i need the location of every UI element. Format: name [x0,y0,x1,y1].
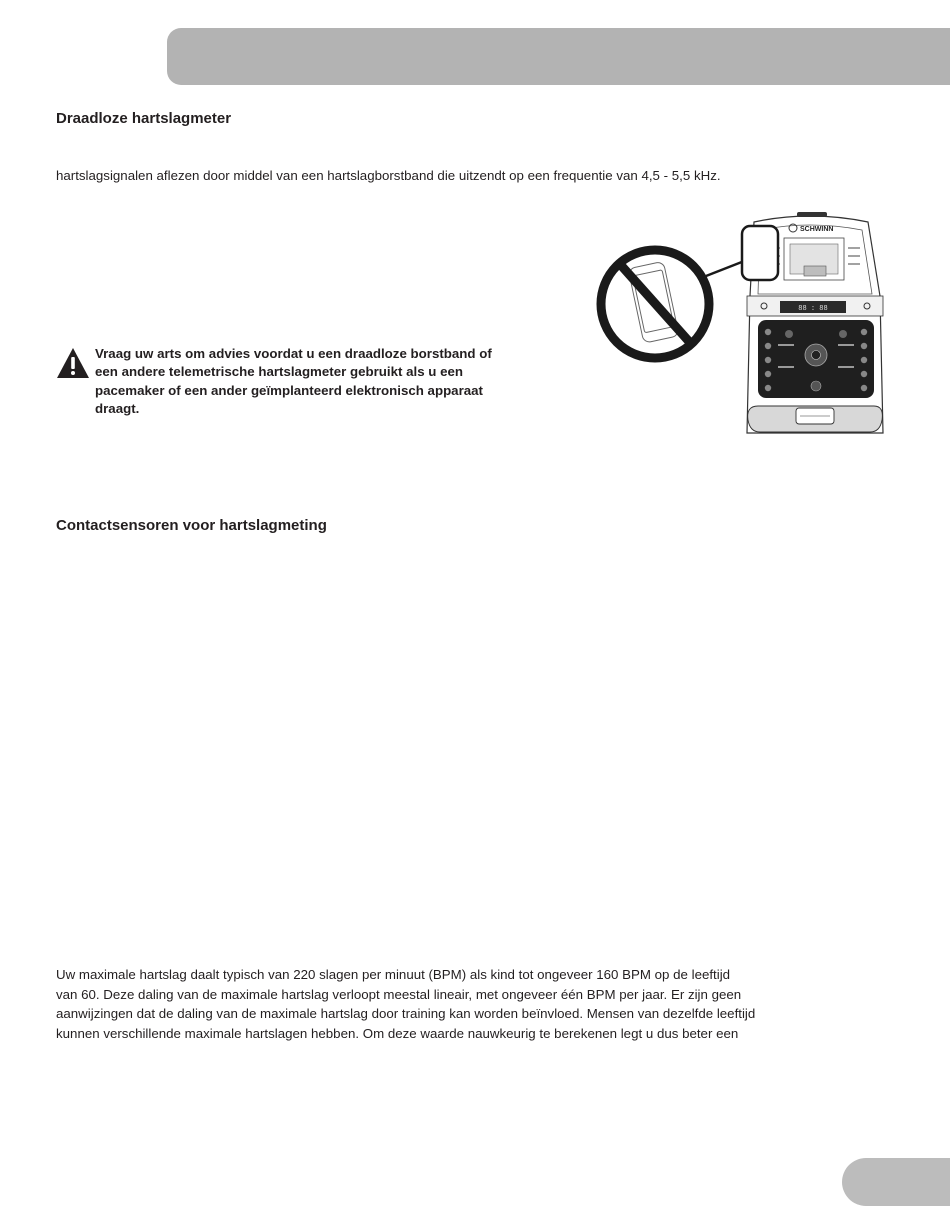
no-phone-icon [601,250,709,358]
warning-line: draagt. [95,400,140,416]
console-brand: SCHWINN [800,226,834,233]
warning-line: pacemaker of een ander geïmplanteerd elektronisch apparaat [95,382,483,398]
wireless-paragraph: hartslagsignalen aflezen door middel van een hartslagborstband die uitzendt op een frequentie van 4,5 - 5,5 kHz. [56,168,721,183]
paragraph-line: van 60. Deze daling van de maximale hartslag verloopt meestal lineair, met ongeveer één BPM per jaar. Er zijn geen [56,986,742,1002]
paragraph-line: kunnen verschillende maximale hartslagen hebben. Om deze waarde nauwkeurig te berekenen legt u dus beter een [56,1025,739,1041]
warning-line: Vraag uw arts om advies voordat u een draadloze borstband of [95,346,492,361]
console-illustration [592,208,892,440]
paragraph-line: Uw maximale hartslag daalt typisch van 220 slagen per minuut (BPM) als kind tot ongeveer 160 BPM op de leeftijd [56,967,731,982]
section-heading-wireless: Draadloze hartslagmeter [56,110,232,127]
max-heartrate-paragraph [56,965,906,1043]
page-number-tab [842,1158,950,1206]
warning-line: een andere telemetrische hartslagmeter gebruikt als u een [95,364,464,380]
warning-triangle-icon [56,347,90,379]
console-display-digits: 88 : 88 [798,305,828,313]
section-heading-contact: Contactsensoren voor hartslagmeting [56,517,327,534]
console-device [742,212,883,433]
paragraph-line: aanwijzingen dat de daling van de maximale hartslag door training kan worden beïnvloed. Mensen van dezelfde leeftijd [56,1006,756,1021]
header-bar [167,28,950,85]
warning-text [95,345,575,418]
